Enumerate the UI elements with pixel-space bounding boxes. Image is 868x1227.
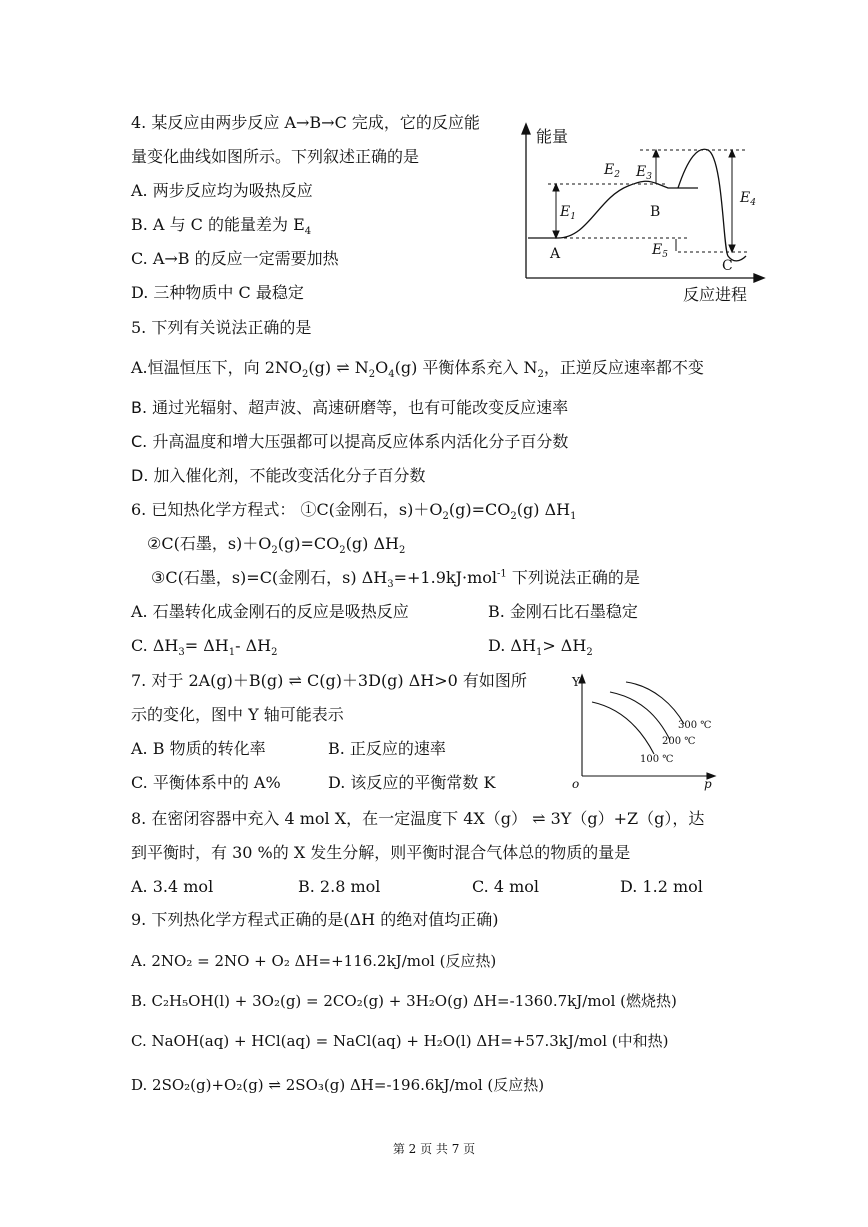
svg-text:E4: $E_4$ [740, 190, 756, 208]
svg-text:E3: $E_3$ [636, 164, 652, 182]
energy-diagram [518, 118, 768, 308]
q7-stem-line2: 示的变化，图中 Y 轴可能表示 [131, 705, 344, 724]
q9-option-a: A. 2NO₂ = 2NO + O₂ ΔH=+116.2kJ/mol (反应热) [131, 952, 497, 970]
q9-option-b: B. C₂H₅OH(l) + 3O₂(g) = 2CO₂(g) + 3H₂O(g) ΔH=-1360.7kJ/mol (燃烧热) [131, 992, 677, 1010]
q5-option-b: B. 通过光辐射、超声波、高速研磨等，也有可能改变反应速率 [131, 398, 569, 417]
q5-option-a: A.恒温恒压下，向 $2NO_2(g)$ ⇌ $N_2O_4(g)$ 平衡体系充入 $N_2$，正逆反应速率都不变 [131, 358, 704, 381]
page-footer: 第 2 页 共 7 页 [392, 1142, 476, 1156]
q5-stem: 5. 下列有关说法正确的是 [131, 318, 312, 337]
svg-text:A: A [550, 246, 561, 262]
q7-option-d: D. 该反应的平衡常数 K [328, 773, 496, 792]
svg-text:C: C [722, 258, 733, 274]
progress-axis-label: 反应进程 [683, 285, 748, 304]
svg-text:E5: $E_5$ [652, 242, 668, 260]
svg-text:B: B [650, 204, 661, 220]
q6-option-d: D. $\Delta H_1> \Delta H_2$ [488, 636, 593, 659]
q8-stem-line2: 到平衡时，有 30 %的 X 发生分解，则平衡时混合气体总的物质的量是 [131, 843, 631, 862]
energy-axis-label: 能量 [536, 127, 569, 146]
svg-text:p: p [704, 777, 712, 791]
q4-stem-line2: 量变化曲线如图所示。下列叙述正确的是 [131, 147, 420, 166]
q9-option-c: C. NaOH(aq) + HCl(aq) = NaCl(aq) + H₂O(l) ΔH=+57.3kJ/mol (中和热) [131, 1032, 669, 1050]
svg-text:300 ℃: 300 ℃ [678, 720, 712, 731]
svg-text:E2: $E_2$ [604, 162, 620, 180]
q5-option-c: C. 升高温度和增大压强都可以提高反应体系内活化分子百分数 [131, 432, 569, 451]
q7-stem-line1: 7. 对于 2A(g)＋B(g) ⇌ C(g)＋3D(g) ΔH>0 有如图所 [131, 671, 527, 690]
q8-option-c: C. 4 mol [472, 877, 540, 896]
q8-option-d: D. 1.2 mol [620, 877, 703, 896]
q6-equation-2: ②C(石墨，$s)+O_2(g)=CO_2(g)$ $\Delta H_2$ [147, 534, 406, 557]
temperature-pressure-graph [570, 672, 720, 797]
q6-option-a: A. 石墨转化成金刚石的反应是吸热反应 [131, 602, 409, 621]
q6-stem: 6. 已知热化学方程式： ①C(金刚石，$s)+O_2(g)=CO_2(g)$ $\Delta H_1$ [131, 500, 577, 523]
q7-option-b: B. 正反应的速率 [328, 739, 446, 758]
svg-text:E1: $E_1$ [560, 204, 576, 222]
q4-option-d: D. 三种物质中 C 最稳定 [131, 283, 304, 302]
svg-text:200 ℃: 200 ℃ [662, 736, 696, 747]
svg-text:o: o [572, 777, 580, 791]
q4-option-a: A. 两步反应均为吸热反应 [131, 181, 313, 200]
q4-option-b: B. A 与 C 的能量差为 $E_4$ [131, 215, 312, 238]
q6-option-c: C. $\Delta H_3= \Delta H_1-$ $\Delta H_2$ [131, 636, 278, 659]
svg-text:100 ℃: 100 ℃ [640, 754, 674, 765]
q7-option-c: C. 平衡体系中的 A% [131, 773, 281, 792]
q4-stem-line1: 4. 某反应由两步反应 A→B→C 完成，它的反应能 [131, 113, 480, 132]
q7-option-a: A. B 物质的转化率 [131, 739, 266, 758]
q6-equation-3: ③C(石墨，s)=C(金刚石，s) $\Delta H_3=+1.9kJ\cdot mol^{-1}$ 下列说法正确的是 [151, 568, 640, 591]
q9-stem: 9. 下列热化学方程式正确的是(ΔH 的绝对值均正确) [131, 910, 499, 929]
q6-option-b: B. 金刚石比石墨稳定 [488, 602, 638, 621]
q8-option-a: A. 3.4 mol [131, 877, 214, 896]
q8-option-b: B. 2.8 mol [298, 877, 381, 896]
q5-option-d: D. 加入催化剂，不能改变活化分子百分数 [131, 466, 426, 485]
q4-option-c: C. A→B 的反应一定需要加热 [131, 249, 339, 268]
q9-option-d: D. 2SO₂(g)+O₂(g) ⇌ 2SO₃(g) ΔH=-196.6kJ/mol (反应热) [131, 1076, 545, 1094]
q8-stem-line1: 8. 在密闭容器中充入 4 mol X，在一定温度下 4X（g） ⇌ 3Y（g）+Z（g），达 [131, 809, 705, 828]
svg-text:Y: Y [572, 675, 580, 689]
